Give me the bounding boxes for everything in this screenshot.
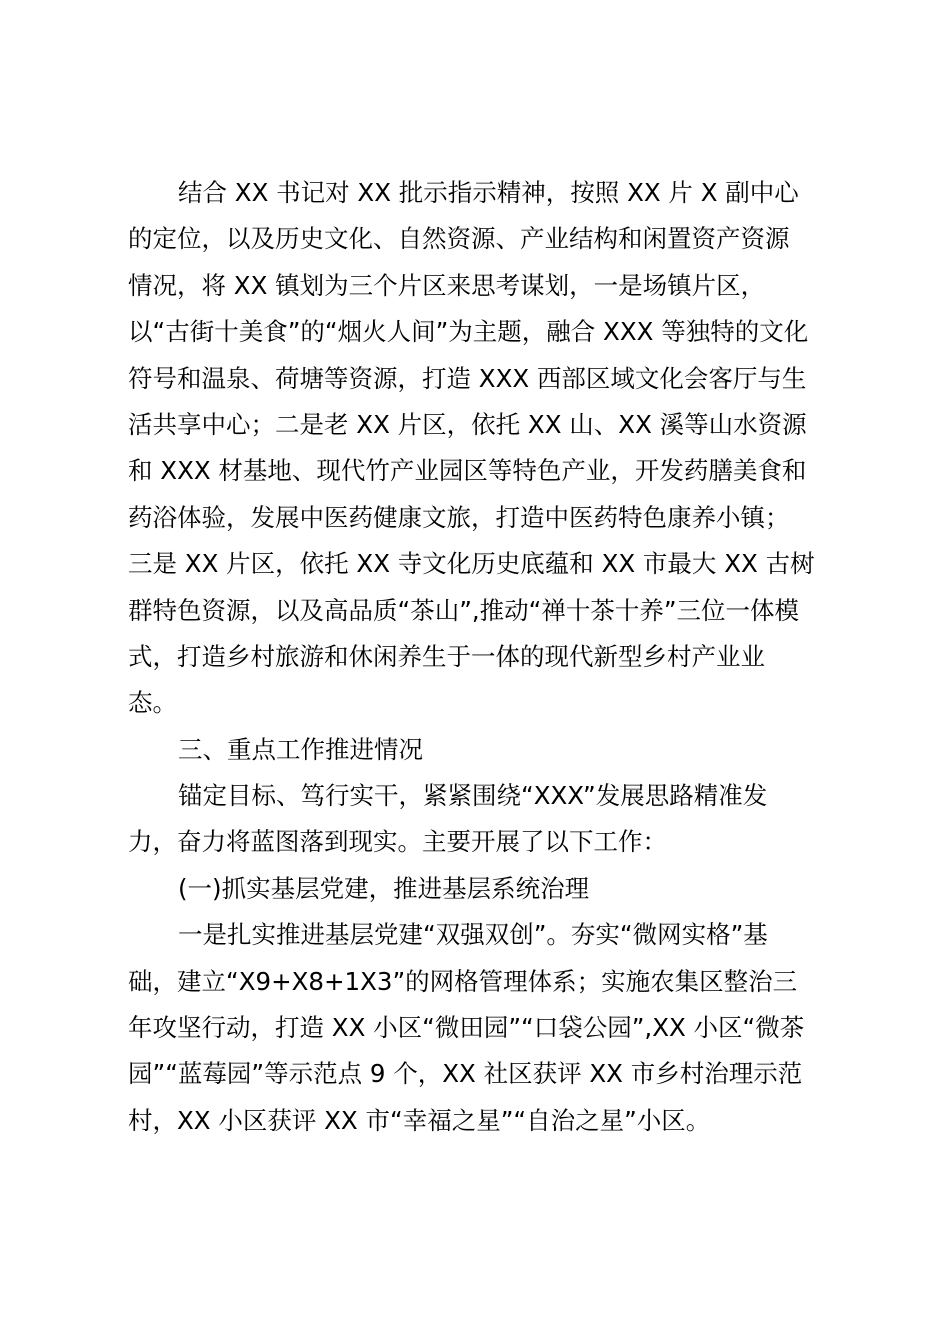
text-line: 三是 XX 片区，依托 XX 寺文化历史底蕴和 XX 市最大 XX 古树 — [128, 549, 815, 579]
text-line: 结合 XX 书记对 XX 批示指示精神，按照 XX 片 X 副中心 — [178, 178, 799, 207]
text-line: 锚定目标、笃行实干，紧紧围绕“XXX”发展思路精准发 — [178, 781, 768, 811]
text-line: 一是扎实推进基层党建“双强双创”。夯实“微网实格”基 — [178, 920, 768, 950]
text-line: 情况，将 XX 镇划为三个片区来思考谋划，一是场镇片区， — [128, 270, 766, 300]
text-line: 和 XXX 材基地、现代竹产业园区等特色产业，开发药膳美食和 — [128, 456, 807, 486]
text-line: 园”“蓝莓园”等示范点 9 个，XX 社区获评 XX 市乡村治理示范 — [128, 1059, 803, 1089]
text-line: 群特色资源，以及高品质“茶山”,推动“禅十茶十养”三位一体模 — [128, 595, 800, 625]
text-line: 符号和温泉、荷塘等资源，打造 XXX 西部区域文化会客厅与生 — [128, 363, 807, 393]
text-line: 力，奋力将蓝图落到现实。主要开展了以下工作： — [128, 827, 667, 857]
text-line: 活共享中心；二是老 XX 片区，依托 XX 山、XX 溪等山水资源 — [128, 409, 807, 439]
text-line: 础，建立“X9+X8+1X3”的网格管理体系；实施农集区整治三 — [128, 966, 798, 996]
subsection-heading: (一)抓实基层党建，推进基层系统治理 — [178, 873, 590, 903]
text-line: 村，XX 小区获评 XX 市“幸福之星”“自治之星”小区。 — [128, 1105, 711, 1135]
section-heading: 三、重点工作推进情况 — [178, 734, 423, 764]
text-line: 药浴体验，发展中医药健康文旅，打造中医药特色康养小镇； — [128, 502, 790, 532]
text-line: 以“古街十美食”的“烟火人间”为主题，融合 XXX 等独特的文化 — [128, 317, 809, 347]
body-text — [128, 170, 838, 1144]
text-line: 态。 — [128, 688, 177, 718]
text-line: 年攻坚行动，打造 XX 小区“微田园”“口袋公园”,XX 小区“微茶 — [128, 1013, 805, 1043]
text-line: 式，打造乡村旅游和休闲养生于一体的现代新型乡村产业业 — [128, 641, 765, 671]
text-line: 的定位，以及历史文化、自然资源、产业结构和闲置资产资源 — [128, 224, 790, 254]
